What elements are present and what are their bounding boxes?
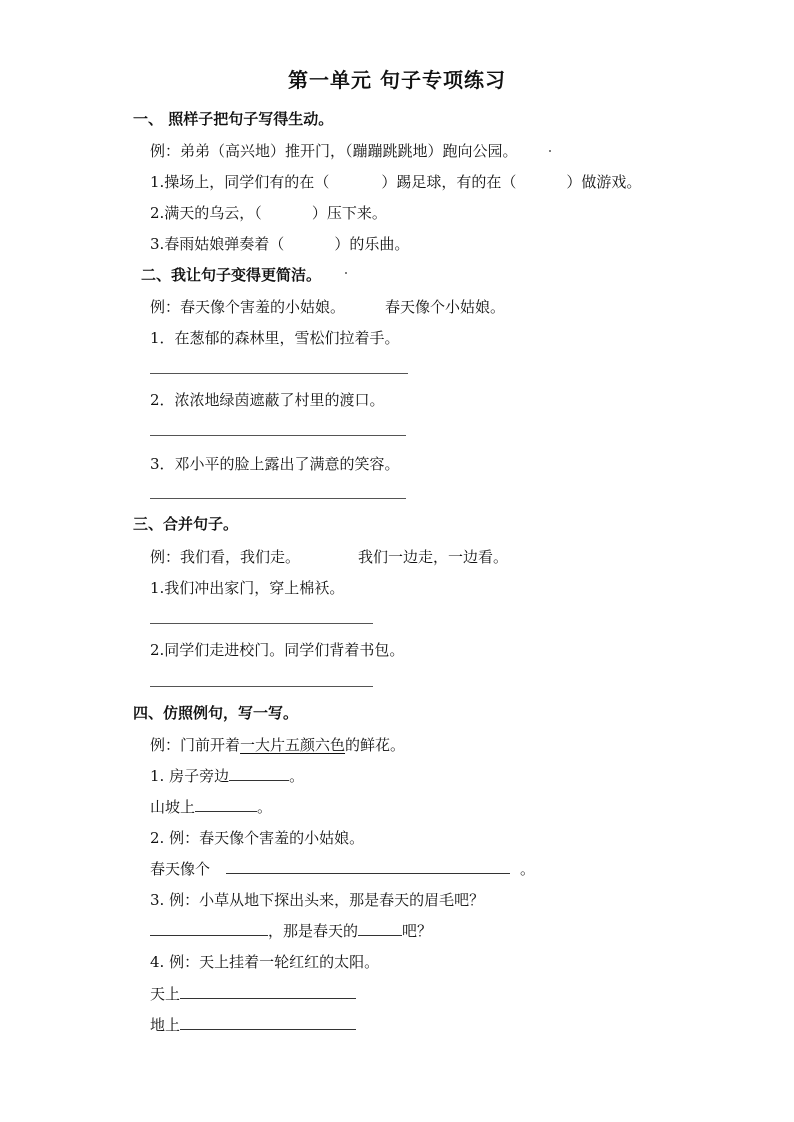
q4b-prompt: 地上 (150, 1016, 181, 1034)
answer-line[interactable] (150, 686, 373, 687)
example-underlined-phrase: 一大片五颜六色 (240, 736, 346, 754)
section-2-question-3: 3．邓小平的脸上露出了满意的笑容。 (150, 455, 400, 473)
section-4-question-4: 4. 例：天上挂着一轮红红的太阳。 (150, 953, 380, 971)
q3-mid: ，那是春天的 (268, 922, 359, 940)
q1a-end: 。 (289, 767, 305, 785)
section-1-heading: 一、 照样子把句子写得生动。 (133, 110, 334, 128)
q1-part-b: ）踢足球，有的在（ (381, 173, 517, 191)
section-4-question-1a (150, 765, 304, 786)
q1b-blank[interactable] (195, 810, 257, 812)
section-3-heading: 三、合并句子。 (133, 515, 239, 533)
q1a-prompt: 1. 房子旁边 (150, 767, 230, 785)
answer-line[interactable] (150, 498, 406, 499)
q3-blank-1[interactable] (150, 934, 268, 936)
section-2-question-1: 1．在葱郁的森林里，雪松们拉着手。 (150, 329, 400, 347)
section-4-question-2: 2. 例：春天像个害羞的小姑娘。 (150, 829, 365, 847)
example-suffix: 的鲜花。 (345, 736, 406, 754)
section-2-question-2: 2．浓浓地绿茵遮蔽了村里的渡口。 (150, 391, 385, 409)
section-4-question-4b (150, 1014, 356, 1035)
section-4-question-4a (150, 983, 356, 1004)
q1-part-a: 1.操场上，同学们有的在（ (150, 173, 330, 191)
speck (345, 272, 347, 274)
q2-part-b: ）压下来。 (311, 204, 387, 222)
section-1-question-1 (150, 171, 641, 192)
page-title: 第一单元 句子专项练习 (288, 68, 506, 92)
section-3-example-original: 例：我们看，我们走。 (150, 548, 301, 566)
section-1-example: 例：弟弟（高兴地）推开门，（蹦蹦跳跳地）跑向公园。 (150, 142, 518, 160)
q3-part-b: ）的乐曲。 (334, 235, 410, 253)
q2-part-a: 2.满天的乌云，（ (150, 204, 262, 222)
answer-line[interactable] (150, 373, 408, 374)
section-3-example-merged: 我们一边走，一边看。 (358, 548, 509, 566)
q3-blank-2[interactable] (358, 934, 402, 936)
q1a-blank[interactable] (229, 779, 289, 781)
section-2-example-original: 例：春天像个害羞的小姑娘。 (150, 298, 346, 316)
section-4-heading: 四、仿照例句，写一写。 (133, 704, 299, 722)
q4a-prompt: 天上 (150, 985, 181, 1003)
section-2-heading: 二、我让句子变得更简洁。 (141, 266, 322, 284)
q2-end: 。 (520, 860, 536, 878)
q1b-prompt: 山坡上 (150, 798, 196, 816)
q1b-end: 。 (257, 798, 273, 816)
q4b-blank[interactable] (180, 1028, 356, 1030)
answer-line[interactable] (150, 623, 373, 624)
section-3-question-1: 1.我们冲出家门，穿上棉袄。 (150, 579, 345, 597)
section-4-question-3: 3. 例：小草从地下探出头来，那是春天的眉毛吧？ (150, 891, 485, 909)
q4a-blank[interactable] (180, 997, 356, 999)
speck (549, 150, 551, 152)
section-4-question-3-answer (150, 920, 432, 941)
section-2-example-simplified: 春天像个小姑娘。 (385, 298, 506, 316)
q2-prompt: 春天像个 (150, 860, 211, 878)
q1-part-c: ）做游戏。 (566, 173, 642, 191)
section-4-question-2-answer (150, 858, 535, 879)
answer-line[interactable] (150, 435, 406, 436)
q3-part-a: 3.春雨姑娘弹奏着（ (150, 235, 285, 253)
q2-blank[interactable] (226, 872, 510, 874)
section-1-question-2 (150, 202, 387, 223)
example-prefix: 例：门前开着 (150, 736, 241, 754)
q3-end: 吧？ (402, 922, 433, 940)
section-4-example (150, 734, 405, 755)
section-1-question-3 (150, 233, 409, 254)
section-4-question-1b (150, 796, 272, 817)
section-3-question-2: 2.同学们走进校门。同学们背着书包。 (150, 641, 405, 659)
